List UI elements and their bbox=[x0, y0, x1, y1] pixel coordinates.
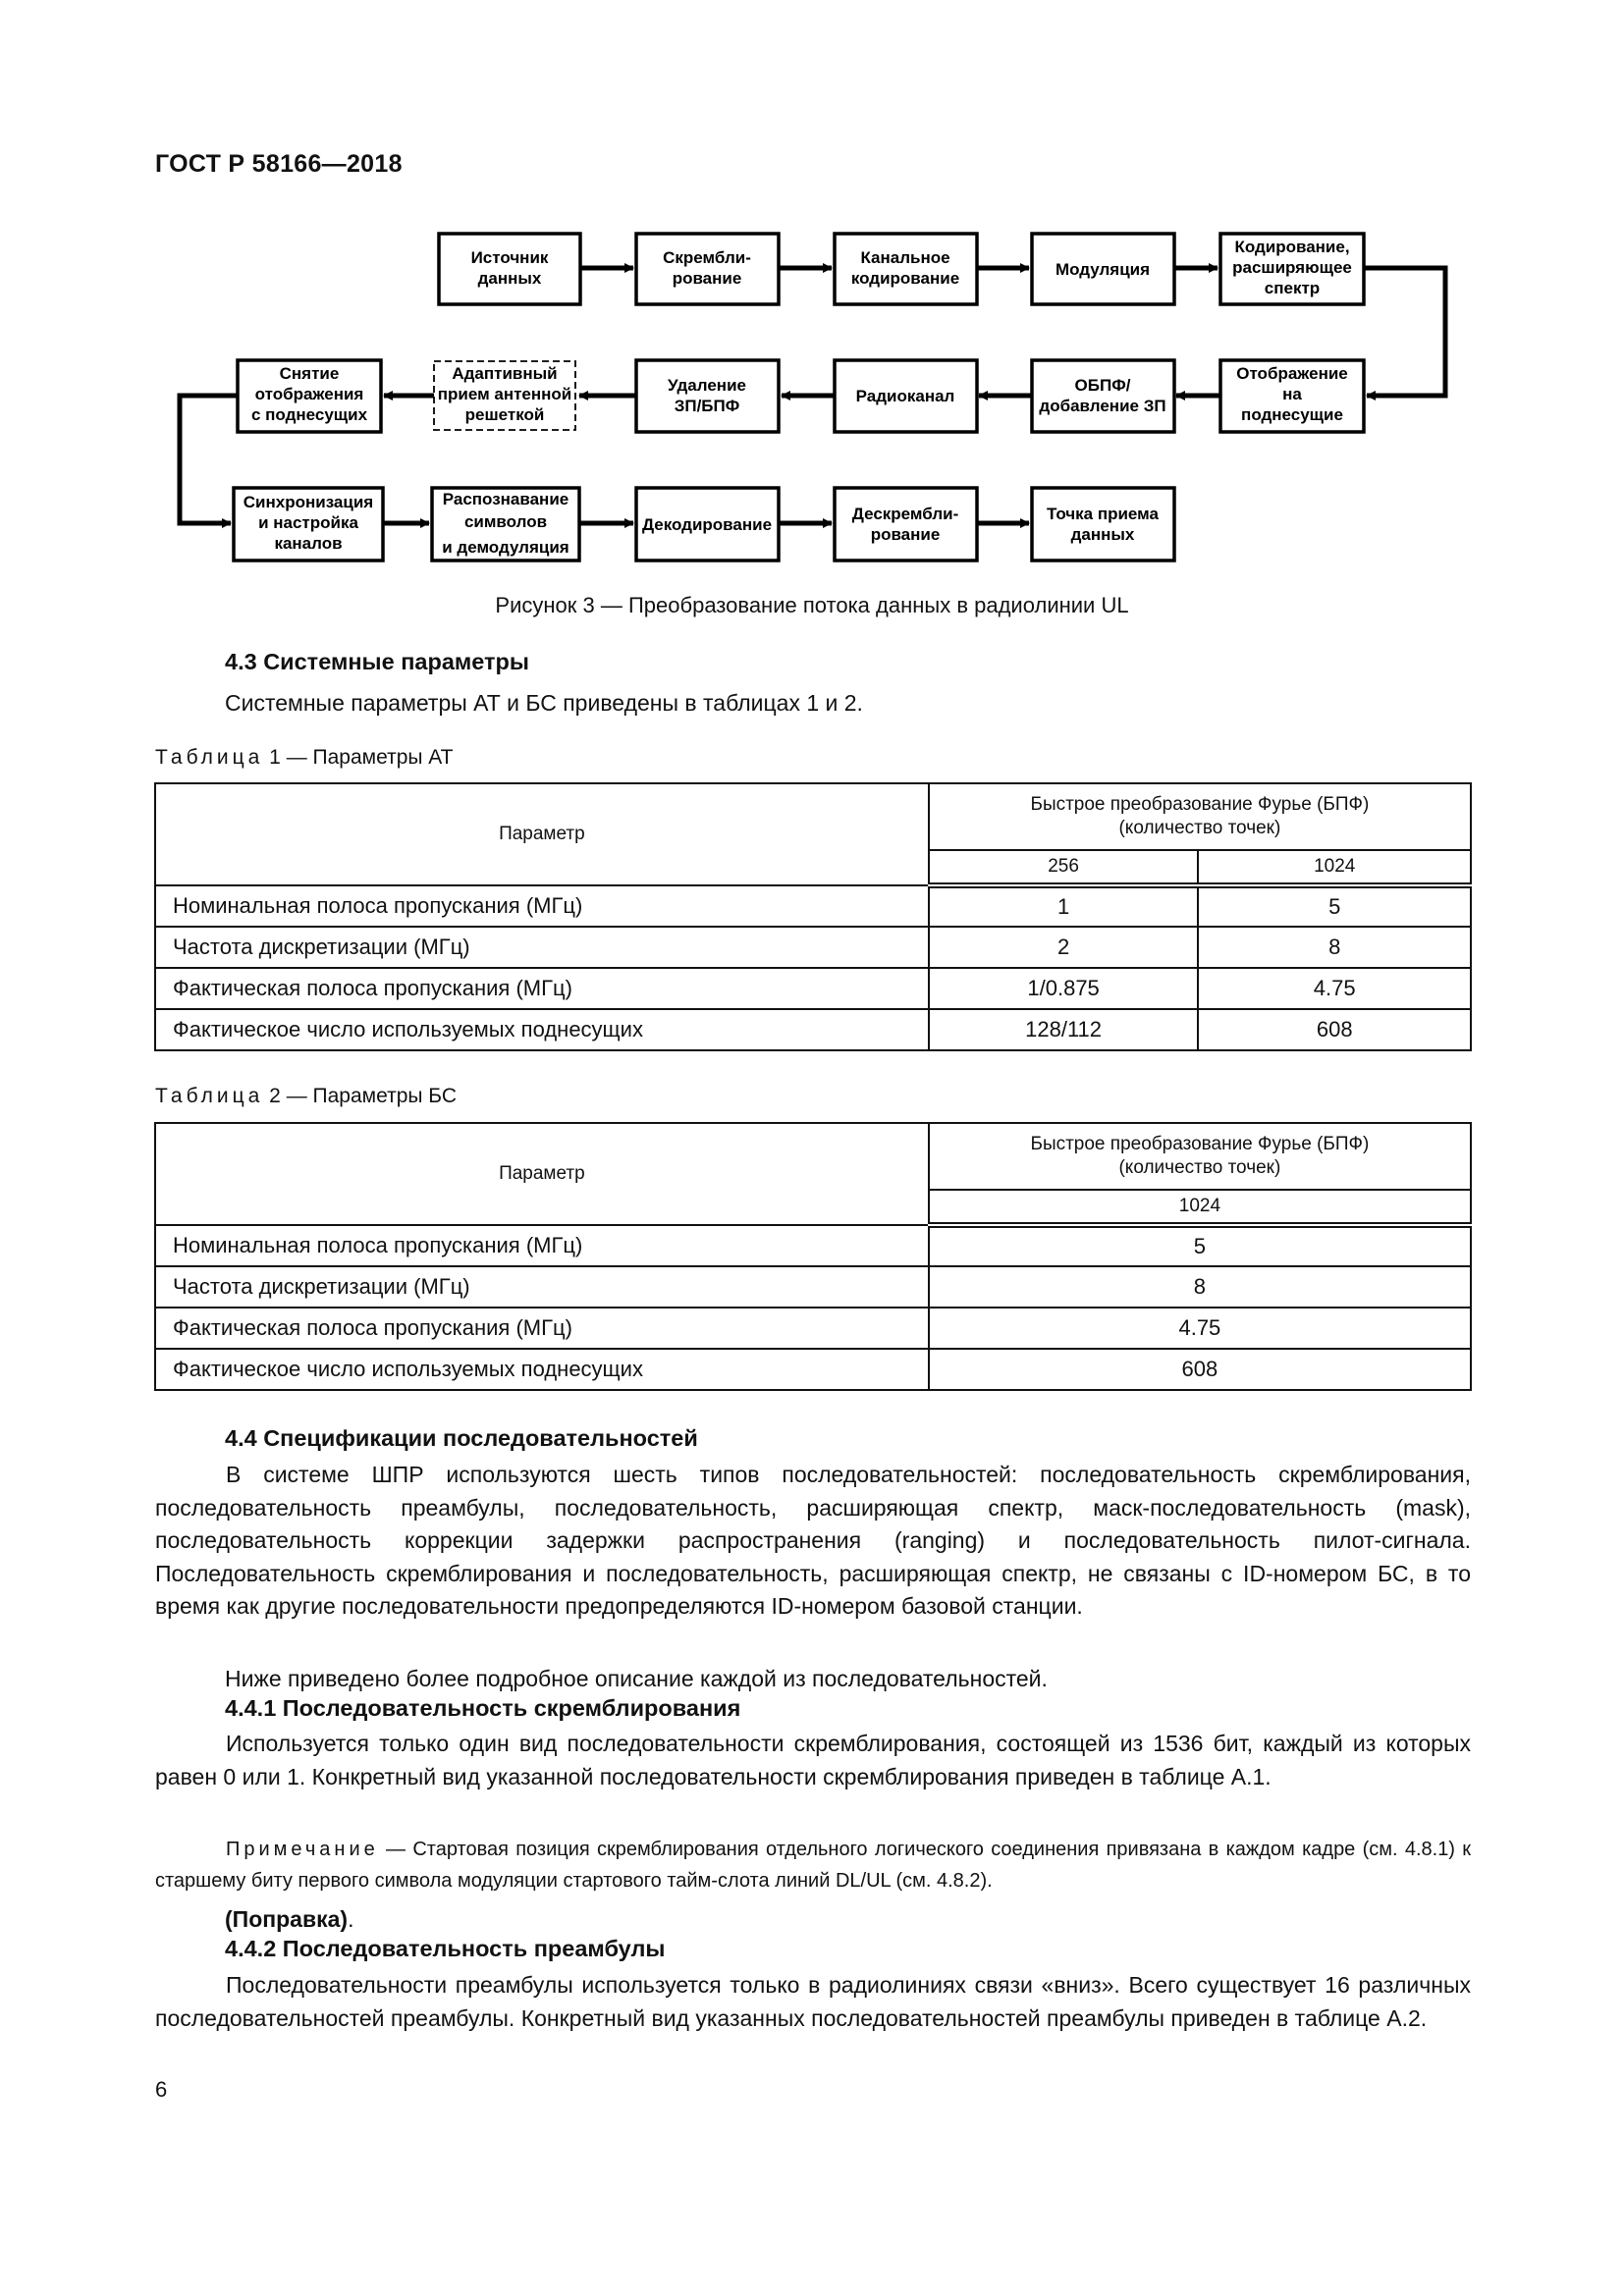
amendment-line bbox=[225, 1903, 353, 1937]
document-header: ГОСТ Р 58166—2018 bbox=[155, 150, 403, 178]
value-1024: 4.75 bbox=[929, 1308, 1471, 1349]
box-label: Отображение bbox=[1236, 364, 1348, 383]
box-label: Канальное bbox=[860, 248, 950, 267]
table-row bbox=[155, 968, 1471, 1009]
table-row bbox=[155, 1308, 1471, 1349]
box-label: ОБПФ/ bbox=[1074, 376, 1131, 395]
fft-header-line1: Быстрое преобразование Фурье (БПФ) bbox=[1030, 1134, 1370, 1154]
box-label: Снятие bbox=[279, 364, 340, 383]
value-1024: 8 bbox=[929, 1266, 1471, 1308]
table-1-at-params bbox=[154, 782, 1472, 1051]
param-name: Номинальная полоса пропускания (МГц) bbox=[155, 1225, 929, 1266]
value-1024: 5 bbox=[929, 1225, 1471, 1266]
box-label: символов bbox=[463, 512, 548, 531]
param-name: Номинальная полоса пропускания (МГц) bbox=[155, 885, 929, 927]
section-4-4-1-text: Используется только один вид последовательности скремблирования, состоящей из 1536 бит, каждый из которых равен 0 или 1. Конкретный вид указанной последовательности скремблирования приведен в таблице А.1. bbox=[155, 1731, 1471, 1789]
box-label: отображения bbox=[254, 385, 364, 403]
box-label: Кодирование, bbox=[1234, 238, 1350, 256]
box-label: спектр bbox=[1264, 279, 1321, 297]
value-1024: 8 bbox=[1198, 927, 1471, 968]
value-256: 2 bbox=[929, 927, 1199, 968]
column-header-1024: 1024 bbox=[929, 1190, 1471, 1225]
section-heading-4-4: 4.4 Спецификации последовательностей bbox=[225, 1425, 698, 1451]
box-label: Декодирование bbox=[641, 515, 773, 534]
box-label: Точка приема bbox=[1047, 505, 1159, 523]
value-1024: 608 bbox=[1198, 1009, 1471, 1050]
param-name: Фактическое число используемых поднесущих bbox=[155, 1009, 929, 1050]
note-label: Примечание bbox=[226, 1839, 379, 1860]
fft-header-line1: Быстрое преобразование Фурье (БПФ) bbox=[1030, 794, 1370, 815]
section-4-4-2-text: Последовательности преамбулы используется только в радиолиниях связи «вниз». Всего существует 16 различных последовательностей преамбулы. Конкретный вид указанных последовательностей преамбулы приведен в таблице А.2. bbox=[155, 1972, 1471, 2031]
box-data-sink bbox=[1032, 488, 1174, 561]
fft-header-line2: (количество точек) bbox=[1118, 1157, 1281, 1178]
amendment-tail: . bbox=[348, 1906, 354, 1932]
box-label: Адаптивный bbox=[452, 364, 558, 383]
column-header-parameter: Параметр bbox=[155, 1123, 929, 1225]
table-row bbox=[155, 1225, 1471, 1266]
table2-caption bbox=[155, 1085, 457, 1108]
box-label: решеткой bbox=[464, 405, 545, 424]
box-label: Модуляция bbox=[1055, 260, 1151, 279]
box-label: Удаление bbox=[668, 376, 746, 395]
value-1024: 5 bbox=[1198, 885, 1471, 927]
box-label: и демодуляция bbox=[442, 538, 569, 557]
section-heading-4-4-1: 4.4.1 Последовательность скремблирования bbox=[225, 1695, 741, 1721]
value-256: 128/112 bbox=[929, 1009, 1199, 1050]
value-256: 1/0.875 bbox=[929, 968, 1199, 1009]
table2-title: 2 — Параметры БС bbox=[263, 1085, 458, 1107]
box-label: данных bbox=[1070, 525, 1135, 544]
column-header-256: 256 bbox=[929, 850, 1199, 885]
table1-title: 1 — Параметры АТ bbox=[263, 746, 454, 769]
box-label: на bbox=[1282, 385, 1302, 403]
value-256: 1 bbox=[929, 885, 1199, 927]
box-label: с поднесущих bbox=[250, 405, 368, 424]
param-name: Фактическая полоса пропускания (МГц) bbox=[155, 1308, 929, 1349]
param-name: Частота дискретизации (МГц) bbox=[155, 1266, 929, 1308]
column-header-fft bbox=[929, 783, 1471, 850]
data-flow-diagram bbox=[0, 0, 1624, 609]
section-heading-4-3: 4.3 Системные параметры bbox=[225, 649, 529, 674]
param-name: Фактическая полоса пропускания (МГц) bbox=[155, 968, 929, 1009]
box-label: кодирование bbox=[850, 269, 960, 288]
amendment-label: (Поправка) bbox=[225, 1906, 349, 1932]
column-header-fft bbox=[929, 1123, 1471, 1190]
arrow-loop-left bbox=[180, 396, 238, 523]
param-name: Частота дискретизации (МГц) bbox=[155, 927, 929, 968]
section-4-4-para2: Ниже приведено более подробное описание каждой из последовательностей. bbox=[225, 1666, 1048, 1691]
box-label: каналов bbox=[274, 534, 343, 553]
fft-header-line2: (количество точек) bbox=[1118, 818, 1281, 838]
box-label: данных bbox=[477, 269, 542, 288]
arrow-loop-right bbox=[1365, 268, 1445, 396]
box-label: Радиоканал bbox=[855, 387, 955, 405]
table-2-bs-params bbox=[154, 1122, 1472, 1391]
box-label: поднесущие bbox=[1241, 405, 1343, 424]
table-row bbox=[155, 885, 1471, 927]
box-label: рование bbox=[870, 525, 941, 544]
table-row bbox=[155, 1349, 1471, 1390]
box-label: прием антенной bbox=[437, 385, 572, 403]
box-label: рование bbox=[672, 269, 742, 288]
box-label: Источник bbox=[470, 248, 549, 267]
value-1024: 4.75 bbox=[1198, 968, 1471, 1009]
table1-caption bbox=[155, 746, 454, 770]
value-1024: 608 bbox=[929, 1349, 1471, 1390]
param-name: Фактическое число используемых поднесущих bbox=[155, 1349, 929, 1390]
table1-label: Таблица bbox=[155, 746, 264, 769]
box-label: расширяющее bbox=[1232, 258, 1352, 277]
column-header-1024: 1024 bbox=[1198, 850, 1471, 885]
box-label: Синхронизация bbox=[243, 493, 374, 511]
box-label: Скрембли- bbox=[663, 248, 751, 267]
section-4-4-para1: В системе ШПР используются шесть типов последовательностей: последовательность скремблирования, последовательность преамбулы, последовательность, расширяющая спектр, маск-последовательность (mask), последовательность коррекции задержки распространения (ranging) и последовательность пилот-сигнала. Последовательность скремблирования и последовательность, расширяющая спектр, не связаны с ID-номером БС, в то время как другие последовательности предопределяются ID-номером базовой станции. bbox=[155, 1462, 1471, 1619]
box-label: ЗП/БПФ bbox=[674, 397, 740, 415]
table-row bbox=[155, 1009, 1471, 1050]
section-4-3-text: Системные параметры АТ и БС приведены в таблицах 1 и 2. bbox=[225, 690, 863, 716]
box-label: добавление ЗП bbox=[1039, 397, 1166, 415]
table2-label: Таблица bbox=[155, 1085, 264, 1107]
figure-caption: Рисунок 3 — Преобразование потока данных в радиолинии UL bbox=[495, 593, 1129, 617]
note-block bbox=[155, 1834, 1471, 1896]
note-text: — Стартовая позиция скремблирования отдельного логического соединения привязана в каждом кадре (см. 4.8.1) к старшему биту первого символа модуляции стартового тайм-слота линий DL/UL (см. 4.8.2). bbox=[155, 1839, 1471, 1892]
box-label: Дескрембли- bbox=[851, 505, 959, 523]
section-heading-4-4-2: 4.4.2 Последовательность преамбулы bbox=[225, 1936, 666, 1961]
column-header-parameter: Параметр bbox=[155, 783, 929, 885]
table-row bbox=[155, 1266, 1471, 1308]
box-label: Распознавание bbox=[442, 490, 569, 508]
box-descrambling bbox=[835, 488, 977, 561]
table-row bbox=[155, 927, 1471, 968]
page-number: 6 bbox=[155, 2077, 168, 2102]
box-label: и настройка bbox=[258, 513, 358, 532]
